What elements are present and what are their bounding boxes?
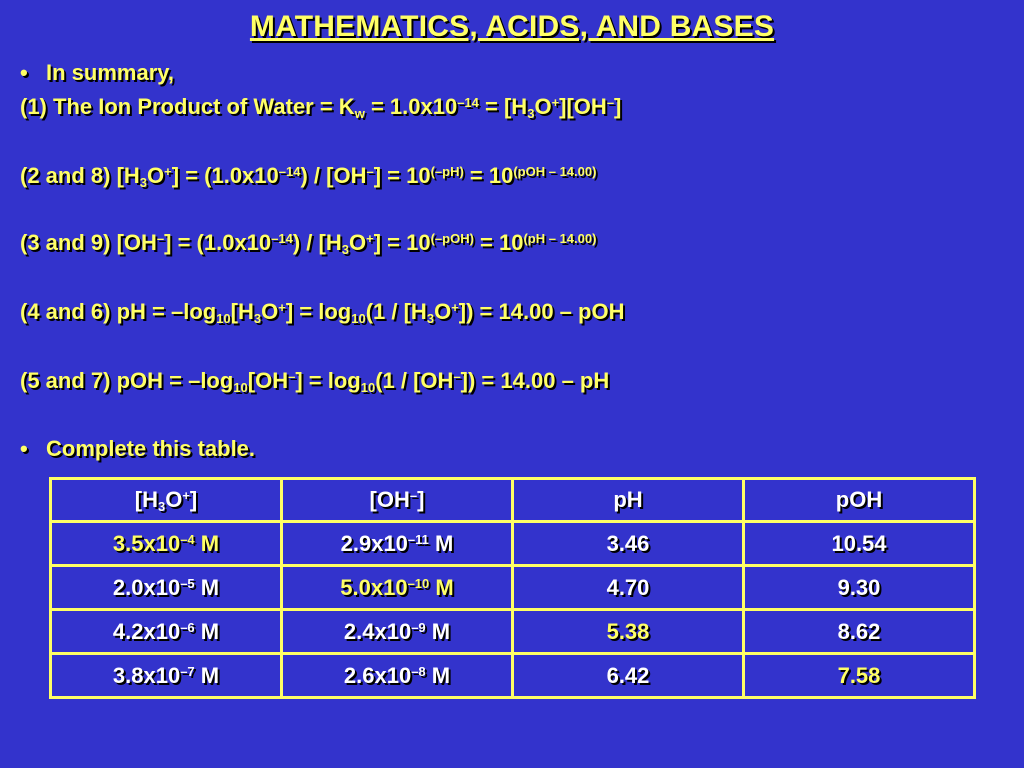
cell-h3o: $3.5x10^{-4}$ M (51, 522, 282, 566)
equation-5: (5 and 7) pOH = $-\log_{10}[OH^-] = \log_{10}(1 / [OH^-]) = 14.00$ – pH (20, 368, 610, 395)
cell-h3o: $3.8x10^{-7}$ M (51, 654, 282, 698)
cell-poh: 10.54 (744, 522, 975, 566)
slide-title: MATHEMATICS, ACIDS, AND BASES (249, 10, 775, 43)
cell-poh: 8.62 (744, 610, 975, 654)
table-row (51, 566, 975, 610)
cell-oh: $2.4x10^{-9}$ M (282, 610, 513, 654)
cell-poh: 9.30 (744, 566, 975, 610)
header-oh: [OH–] (282, 479, 513, 522)
bullet-summary-marker: • (20, 60, 28, 85)
cell-ph: 4.70 (513, 566, 744, 610)
cell-h3o: $4.2x10^{-6}$ M (51, 610, 282, 654)
header-h3o: $[H_3O^+]$ (51, 479, 282, 522)
header-poh: pOH (744, 479, 975, 522)
header-ph: pH (513, 479, 744, 522)
cell-ph: 6.42 (513, 654, 744, 698)
table-row (51, 610, 975, 654)
bullet-complete-text: Complete this table. (46, 436, 256, 461)
cell-oh: $2.6x10^{-8}$ M (282, 654, 513, 698)
cell-oh: $5.0x10^{-10}$ M (282, 566, 513, 610)
table-row (51, 654, 975, 698)
table-header-row (51, 479, 975, 522)
equation-1: (1) The Ion Product of Water = $K_w = 1.0x10^{-14} = [H_3O^+][OH^-]$ (20, 94, 622, 121)
ph-table (49, 477, 976, 699)
equation-4: (4 and 6) pH = $-\log_{10}[H_3O^+] = \log_{10}(1 / [H_3O^+]) = 14.00$ – pOH (20, 299, 625, 326)
table-row (51, 522, 975, 566)
cell-ph: 5.38 (513, 610, 744, 654)
cell-h3o: $2.0x10^{-5}$ M (51, 566, 282, 610)
bullet-complete-marker: • (20, 436, 28, 461)
bullet-summary-text: In summary, (46, 60, 174, 85)
equation-2: (2 and 8) $[H_3O^+] = (1.0x10^{-14}) / [OH^-] = 10^{(-pH)} = 10^{(pOH - 14.00)}$ (20, 163, 597, 190)
cell-oh: $2.9x10^{-11}$ M (282, 522, 513, 566)
cell-ph: 3.46 (513, 522, 744, 566)
equation-3: (3 and 9) $[OH^-] = (1.0x10^{-14}) / [H_3O^+] = 10^{(-pOH)} = 10^{(pH - 14.00)}$ (20, 230, 597, 257)
cell-poh: 7.58 (744, 654, 975, 698)
